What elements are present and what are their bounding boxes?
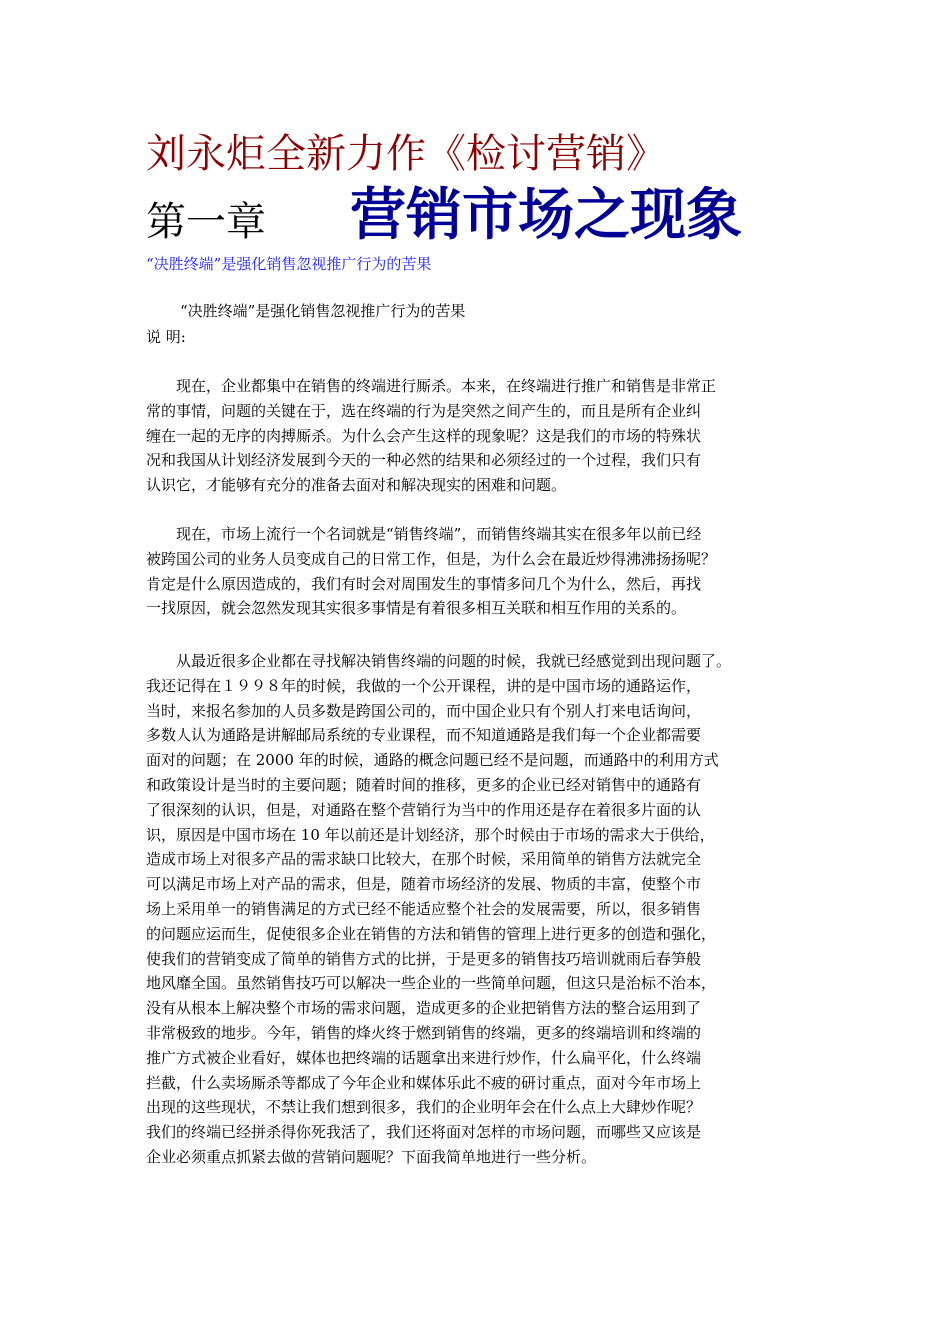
paragraph-line: 没有从根本上解决整个市场的需求问题，造成更多的企业把销售方法的整合运用到了 <box>146 999 702 1018</box>
paragraph-line: 现在，市场上流行一个名词就是“销售终端”，而销售终端其实在很多年以前已经 <box>146 525 702 543</box>
paragraph-line: 肯定是什么原因造成的，我们有时会对周围发生的事情多问几个为什么，然后，再找 <box>146 574 702 593</box>
paragraph-line: 当时，来报名参加的人员多数是跨国公司的，而中国企业只有个别人打来电话询问， <box>146 701 702 720</box>
chapter-title: 营销市场之现象 <box>350 183 742 248</box>
paragraph-line: 一找原因，就会忽然发现其实很多事情是有着很多相互关联和相互作用的关系的。 <box>146 599 687 618</box>
paragraph-line: 的问题应运而生，促使很多企业在销售的方法和销售的管理上进行更多的创造和强化， <box>146 924 717 943</box>
paragraph-line: 缠在一起的无序的肉搏厮杀。为什么会产生这样的现象呢？这是我们的市场的特殊状 <box>146 426 702 445</box>
book-title: 刘永炬全新力作《检讨营销》 <box>146 131 666 177</box>
paragraph-line: 多数人认为通路是讲解邮局系统的专业课程，而不知道通路是我们每一个企业都需要 <box>146 726 702 745</box>
paragraph-line: 了很深刻的认识，但是，对通路在整个营销行为当中的作用还是存在着很多片面的认 <box>146 800 702 819</box>
chapter-subtitle: “决胜终端”是强化销售忽视推广行为的苦果 <box>146 255 432 273</box>
body-paragraph-2 <box>146 522 826 621</box>
paragraph-line: 和政策设计是当时的主要问题；随着时间的推移，更多的企业已经对销售中的通路有 <box>146 775 702 794</box>
paragraph-line: 面对的问题；在 2000 年的时候，通路的概念问题已经不是问题，而通路中的利用方式 <box>146 751 719 770</box>
paragraph-line: 现在，企业都集中在销售的终端进行厮杀。本来，在终端进行推广和销售是非常正 <box>146 377 717 395</box>
paragraph-line: 拦截，什么卖场厮杀等都成了今年企业和媒体乐此不疲的研讨重点，面对今年市场上 <box>146 1073 702 1092</box>
chapter-label: 第一章 <box>146 199 266 245</box>
paragraph-line: 场上采用单一的销售满足的方式已经不能适应整个社会的发展需要，所以，很多销售 <box>146 899 702 918</box>
explain-label: 说 明: <box>146 328 186 346</box>
body-paragraph-3 <box>146 649 826 1170</box>
paragraph-line: 地风靡全国。虽然销售技巧可以解决一些企业的一些简单问题，但这只是治标不治本， <box>146 974 717 993</box>
paragraph-line: 可以满足市场上对产品的需求，但是，随着市场经济的发展、物质的丰富，使整个市 <box>146 875 702 894</box>
paragraph-line: 况和我国从计划经济发展到今天的一种必然的结果和必须经过的一个过程，我们只有 <box>146 451 702 470</box>
paragraph-line: 我们的终端已经拼杀得你死我活了，我们还将面对怎样的市场问题，而哪些又应该是 <box>146 1123 702 1142</box>
paragraph-line: 被跨国公司的业务人员变成自己的日常工作，但是，为什么会在最近炒得沸沸扬扬呢？ <box>146 549 717 568</box>
paragraph-line: 企业必须重点抓紧去做的营销问题呢？下面我简单地进行一些分析。 <box>146 1147 597 1166</box>
paragraph-line: 识，原因是中国市场在 10 年以前还是计划经济，那个时候由于市场的需求大于供给， <box>146 825 715 844</box>
paragraph-line: 我还记得在１９９８年的时候，我做的一个公开课程，讲的是中国市场的通路运作， <box>146 676 702 695</box>
paragraph-line: 认识它，才能够有充分的准备去面对和解决现实的困难和问题。 <box>146 476 567 495</box>
paragraph-line: 出现的这些现状，不禁让我们想到很多，我们的企业明年会在什么点上大肆炒作呢？ <box>146 1098 702 1117</box>
paragraph-line: 从最近很多企业都在寻找解决销售终端的问题的时候，我就已经感觉到出现问题了。 <box>146 652 732 670</box>
paragraph-line: 造成市场上对很多产品的需求缺口比较大，在那个时候，采用简单的销售方法就完全 <box>146 850 702 869</box>
paragraph-line: 推广方式被企业看好，媒体也把终端的话题拿出来进行炒作，什么扁平化，什么终端 <box>146 1048 702 1067</box>
body-paragraph-1 <box>146 374 826 498</box>
paragraph-line: 非常极致的地步。今年，销售的烽火终于燃到销售的终端，更多的终端培训和终端的 <box>146 1023 702 1042</box>
paragraph-line: 常的事情，问题的关键在于，选在终端的行为是突然之间产生的，而且是所有企业纠 <box>146 401 702 420</box>
paragraph-line: 使我们的营销变成了简单的销售方式的比拼，于是更多的销售技巧培训就雨后春笋般 <box>146 949 702 968</box>
section-heading: “决胜终端”是强化销售忽视推广行为的苦果 <box>180 302 466 320</box>
